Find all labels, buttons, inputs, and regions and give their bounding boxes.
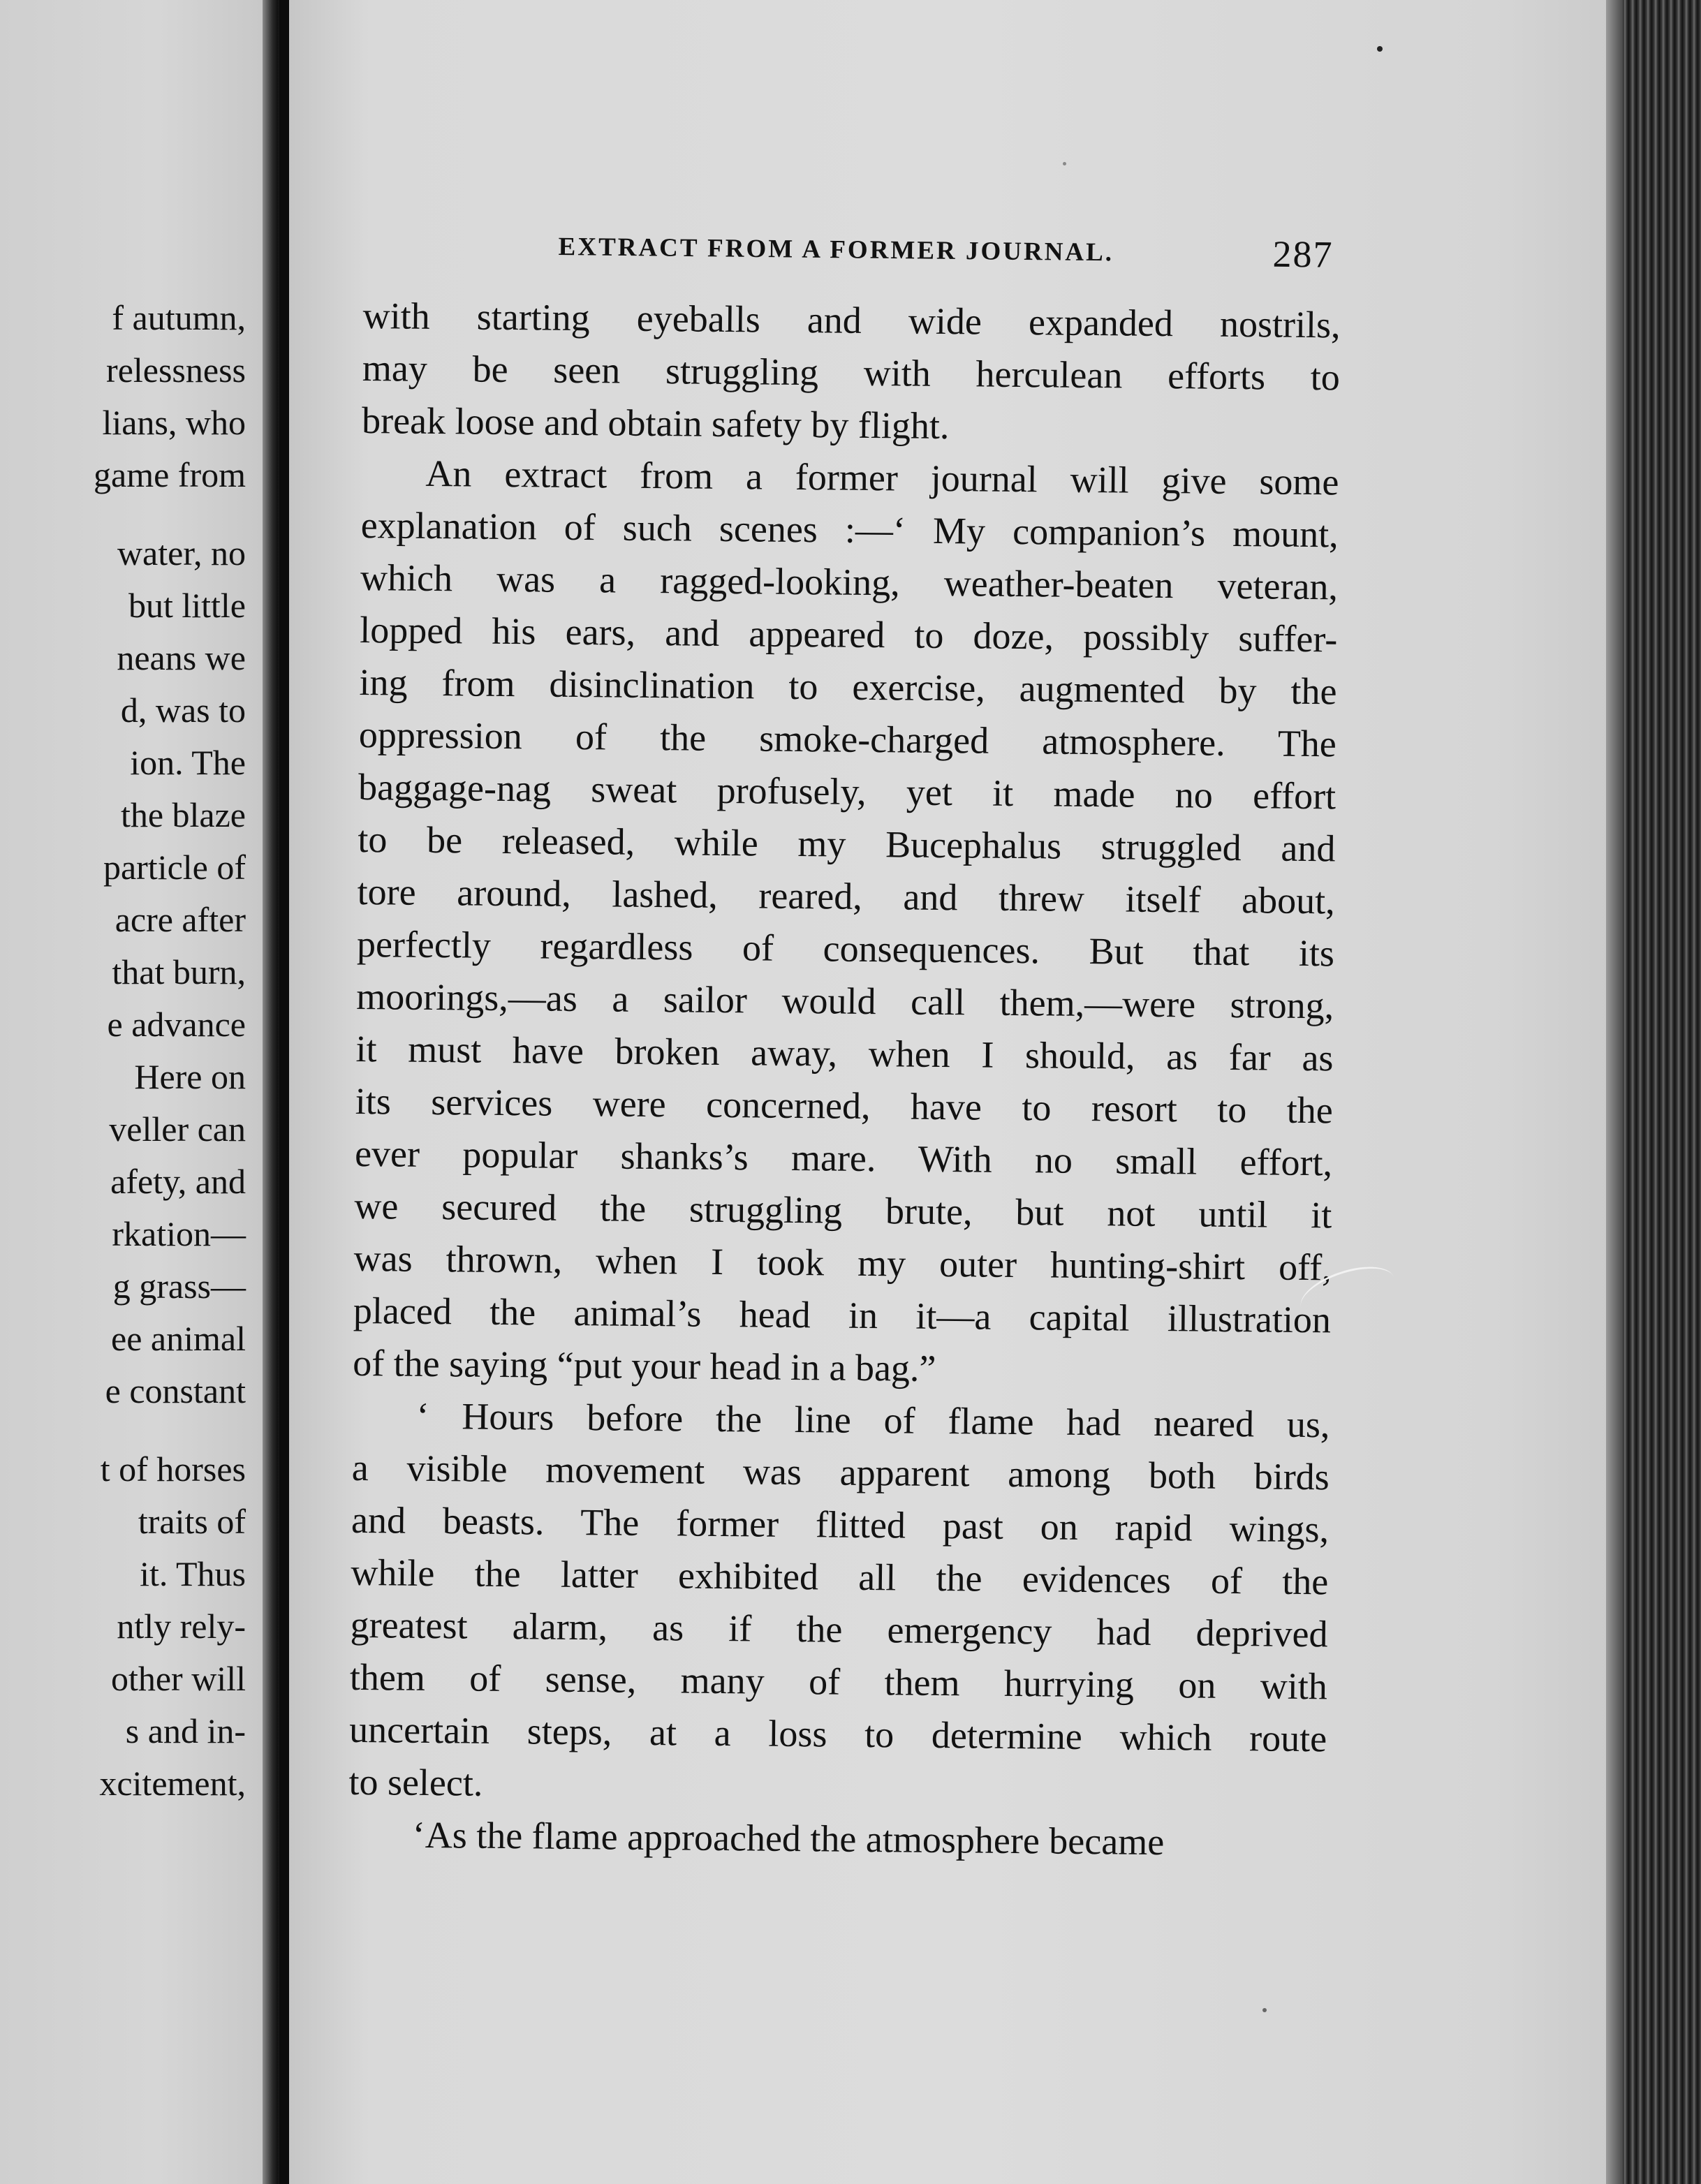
text-line: baggage-nag sweat profusely, yet it made no effort	[358, 765, 1336, 818]
page-number: 287	[1272, 233, 1334, 276]
left-line: xcitement,	[99, 1764, 246, 1803]
paragraph-first-line: An extract from a former journal will give some	[425, 452, 1339, 503]
text-line: to select.	[348, 1760, 483, 1804]
left-paragraph-gap	[0, 501, 246, 527]
text-line: moorings,—as a sailor would call them,—were strong,	[355, 975, 1334, 1027]
left-line: e constant	[105, 1371, 246, 1410]
binding-edge	[279, 0, 289, 2184]
text-line: to be released, while my Bucephalus struggled and	[358, 818, 1336, 870]
left-line: relessness	[106, 351, 246, 390]
left-line: game from	[94, 455, 246, 494]
running-header	[558, 225, 1334, 282]
text-line: of the saying “put your head in a bag.”	[352, 1341, 936, 1389]
text-line: may be seen struggling with herculean efforts to	[362, 346, 1341, 399]
text-line: lopped his ears, and appeared to doze, possibly suffer-	[360, 608, 1338, 661]
left-line: the blaze	[120, 795, 246, 834]
left-line: other will	[110, 1659, 246, 1698]
left-line: ntly rely-	[117, 1607, 246, 1646]
text-line: we secured the struggling brute, but not until it	[354, 1184, 1332, 1237]
text-line: with starting eyeballs and wide expanded nostrils,	[362, 294, 1341, 346]
text-line: was thrown, when I took my outer hunting-shirt off,	[353, 1237, 1332, 1289]
left-line: rkation—	[112, 1214, 246, 1253]
left-line: traits of	[138, 1502, 246, 1541]
text-line: them of sense, many of them hurrying on with	[349, 1655, 1328, 1708]
dust-speck	[1377, 46, 1383, 52]
text-line: it must have broken away, when I should, as far as	[355, 1027, 1334, 1079]
left-line: acre after	[115, 900, 246, 939]
left-line: s and in-	[125, 1711, 246, 1750]
text-line: uncertain steps, at a loss to determine which route	[348, 1708, 1327, 1760]
text-line: a visible movement was apparent among both birds	[351, 1446, 1330, 1498]
left-line: f autumn,	[112, 298, 246, 337]
paragraph-first-line: ‘ Hours before the line of flame had neared us,	[416, 1394, 1330, 1446]
text-line: ing from disinclination to exercise, augmented by the	[359, 661, 1337, 713]
paragraph-first-line: ‘As the flame approached the atmosphere became	[412, 1813, 1165, 1864]
left-line: Here on	[134, 1057, 246, 1096]
text-line: which was a ragged-looking, weather-beaten veteran,	[360, 556, 1339, 608]
left-line: g grass—	[112, 1267, 246, 1306]
dust-speck	[1262, 2008, 1267, 2012]
text-line: tore around, lashed, reared, and threw itself about,	[357, 870, 1335, 922]
page-body-text	[348, 290, 1341, 1870]
text-line: oppression of the smoke-charged atmosphere. The	[358, 713, 1337, 765]
text-line: ever popular shanks’s mare. With no small effort,	[354, 1132, 1333, 1184]
left-line: particle of	[103, 848, 246, 887]
left-page	[0, 0, 263, 2184]
dust-speck	[1063, 162, 1066, 165]
running-title: EXTRACT FROM A FORMER JOURNAL.	[558, 232, 1114, 267]
text-line: and beasts. The former flitted past on rapid wings,	[351, 1498, 1330, 1551]
left-line: e advance	[107, 1005, 246, 1044]
left-line: afety, and	[110, 1162, 246, 1201]
left-line: ion. The	[130, 743, 246, 782]
left-line: d, was to	[120, 691, 246, 730]
left-line: lians, who	[102, 403, 246, 442]
text-line: while the latter exhibited all the evidences of the	[351, 1551, 1329, 1603]
left-page-text	[0, 292, 246, 1810]
text-line: placed the animal’s head in it—a capital illustration	[353, 1289, 1332, 1341]
left-line: but little	[128, 586, 246, 625]
text-line: perfectly regardless of consequences. But that its	[356, 922, 1335, 975]
text-line: break loose and obtain safety by flight.	[361, 399, 950, 448]
left-line: veller can	[109, 1109, 246, 1149]
text-line: greatest alarm, as if the emergency had deprived	[350, 1603, 1328, 1655]
text-line: its services were concerned, have to resort to the	[355, 1079, 1334, 1132]
left-line: it. Thus	[140, 1554, 246, 1593]
left-paragraph-gap	[0, 1417, 246, 1443]
left-line: water, no	[117, 533, 246, 573]
left-line: ee animal	[111, 1319, 246, 1358]
left-line: neans we	[117, 638, 246, 677]
left-line: t of horses	[100, 1449, 246, 1489]
page-edges-stack	[1606, 0, 1701, 2184]
left-line: that burn,	[112, 952, 246, 991]
text-line: explanation of such scenes :—‘ My companion’s mount,	[360, 503, 1339, 556]
